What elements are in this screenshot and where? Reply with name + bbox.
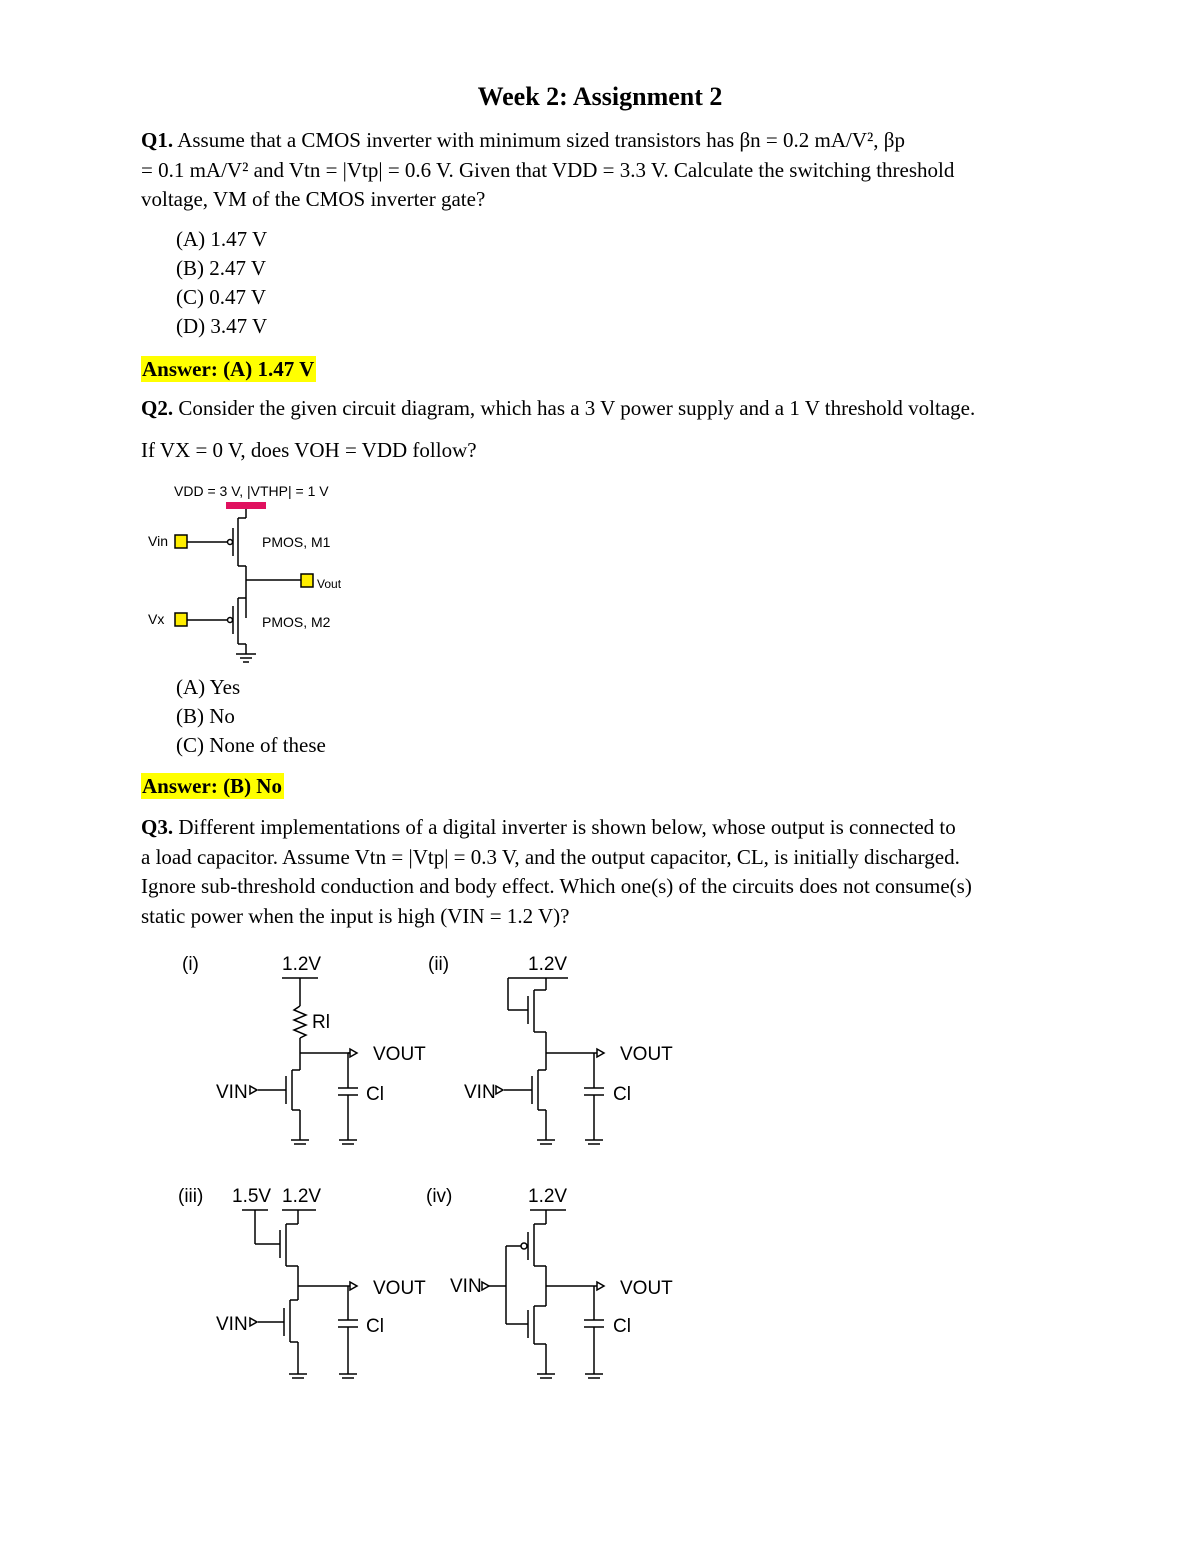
vout-terminal: [301, 574, 313, 587]
q2-label: Q2.: [141, 396, 174, 420]
m1-label: PMOS, M1: [262, 534, 331, 550]
circuit-iii: [242, 1210, 358, 1378]
circuit-iv-cap: Cl: [613, 1316, 631, 1337]
circuit-ii-cap: Cl: [613, 1084, 631, 1105]
circuit-i-label: (i): [182, 954, 199, 975]
q2-answer: Answer: (B) No: [142, 774, 282, 798]
q1-label: Q1.: [141, 128, 174, 152]
circuit-iii-vout: VOUT: [373, 1278, 426, 1299]
q3-line2: a load capacitor. Assume Vtn = |Vtp| = 0.3 V, and the output capacitor, CL, is initially discharged.: [141, 844, 960, 869]
q1-option-b: (B) 2.47 V: [176, 256, 267, 280]
q2-supply-label: VDD = 3 V, |VTHP| = 1 V: [174, 483, 329, 499]
q1-option-a: (A) 1.47 V: [176, 227, 268, 251]
circuit-i-cap: Cl: [366, 1084, 384, 1105]
q1-line1: Assume that a CMOS inverter with minimum sized transistors has βn = 0.2 mA/V², βp: [177, 128, 905, 152]
circuit-i-vin: VIN: [216, 1082, 248, 1103]
vx-terminal: [175, 613, 187, 626]
circuit-ii-vin: VIN: [464, 1082, 496, 1103]
circuit-iii-cap: Cl: [366, 1316, 384, 1337]
q3-line1: Different implementations of a digital inverter is shown below, whose output is connected to: [178, 815, 956, 839]
page-title: Week 2: Assignment 2: [477, 82, 723, 111]
q2-option-b: (B) No: [176, 704, 235, 728]
q1-answer: Answer: (A) 1.47 V: [142, 357, 315, 381]
circuit-ii: [496, 978, 604, 1144]
supply-bar: [226, 502, 266, 509]
q1-option-c: (C) 0.47 V: [176, 285, 267, 309]
circuit-iii-supply-gate: 1.5V: [232, 1186, 272, 1207]
circuit-ii-supply: 1.2V: [528, 954, 568, 975]
circuit-iii-label: (iii): [178, 1186, 204, 1207]
circuit-i-supply: 1.2V: [282, 954, 322, 975]
q2-line2: If VX = 0 V, does VOH = VDD follow?: [141, 437, 477, 462]
q1-line3: voltage, VM of the CMOS inverter gate?: [141, 187, 486, 211]
circuit-i-vout: VOUT: [373, 1044, 426, 1065]
q2-line1: Consider the given circuit diagram, which has a 3 V power supply and a 1 V threshold voltage.: [178, 396, 976, 420]
vx-label: Vx: [148, 611, 165, 627]
vin-label: Vin: [148, 533, 168, 549]
circuit-iii-vin: VIN: [216, 1314, 248, 1335]
circuit-ii-vout: VOUT: [620, 1044, 673, 1065]
circuit-i-resistor: Rl: [312, 1012, 330, 1033]
q3-line3: Ignore sub-threshold conduction and body effect. Which one(s) of the circuits does not consume(s): [141, 874, 972, 898]
circuit-iv-vin: VIN: [450, 1276, 482, 1297]
vin-terminal: [175, 535, 187, 548]
q2-option-a: (A) Yes: [176, 675, 241, 699]
m2-label: PMOS, M2: [262, 614, 331, 630]
q3-line4: static power when the input is high (VIN = 1.2 V)?: [141, 903, 570, 928]
q1-option-d: (D) 3.47 V: [176, 314, 268, 338]
circuit-i: [250, 978, 358, 1144]
q3-circuit-diagrams: [170, 948, 690, 1398]
q1-line2: = 0.1 mA/V² and Vtn = |Vtp| = 0.6 V. Given that VDD = 3.3 V. Calculate the switching threshold: [141, 157, 955, 182]
circuit-iv-vout: VOUT: [620, 1278, 673, 1299]
q2-text: [141, 394, 1059, 465]
q2-option-c: (C) None of these: [176, 733, 326, 757]
q1-text: [141, 126, 1059, 215]
circuit-iv-label: (iv): [426, 1186, 453, 1207]
q2-circuit-diagram: [140, 478, 380, 668]
circuit-iv: [482, 1210, 604, 1378]
circuit-iv-supply: 1.2V: [528, 1186, 568, 1207]
q3-label: Q3.: [141, 815, 174, 839]
q3-text: [141, 813, 1059, 931]
circuit-ii-label: (ii): [428, 954, 450, 975]
circuit-iii-supply: 1.2V: [282, 1186, 322, 1207]
vout-label: Vout: [317, 577, 342, 591]
